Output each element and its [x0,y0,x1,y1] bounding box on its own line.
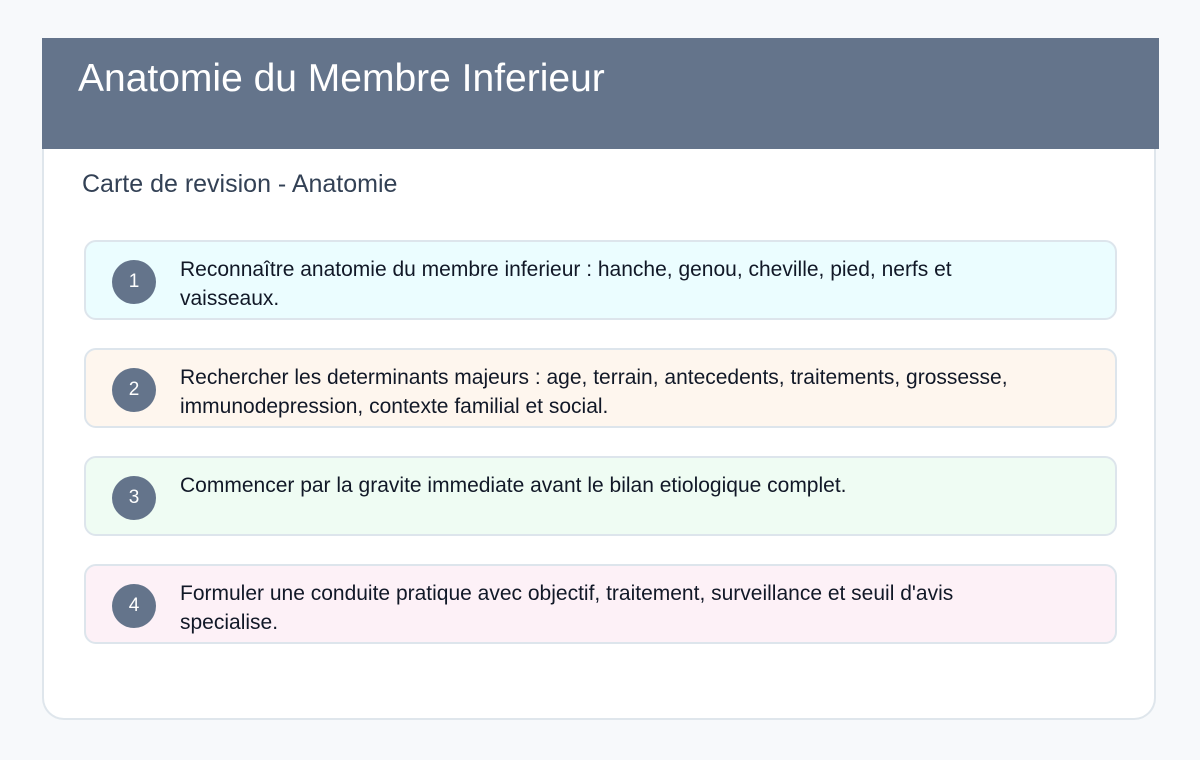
list-item-3 [84,456,1117,536]
objectives-list [84,240,1117,672]
item-text: Reconnaître anatomie du membre inferieur : hanche, genou, cheville, pied, nerfs et vaisseaux. [180,258,952,310]
card-subtitle: Carte de revision - Anatomie [82,170,398,198]
item-text: Formuler une conduite pratique avec objectif, traitement, surveillance et seuil d'avis specialise. [180,582,954,634]
item-number-badge: 4 [112,584,156,628]
item-text: Commencer par la gravite immediate avant le bilan etiologique complet. [180,474,847,497]
item-number-badge: 2 [112,368,156,412]
card-header [42,38,1159,149]
item-text: Rechercher les determinants majeurs : age, terrain, antecedents, traitements, grossesse, immunodepression, contexte familial et social. [180,366,1008,418]
item-number-badge: 3 [112,476,156,520]
list-item-1 [84,240,1117,320]
list-item-2 [84,348,1117,428]
page-title: Anatomie du Membre Inferieur [78,57,605,100]
list-item-4 [84,564,1117,644]
item-number-badge: 1 [112,260,156,304]
